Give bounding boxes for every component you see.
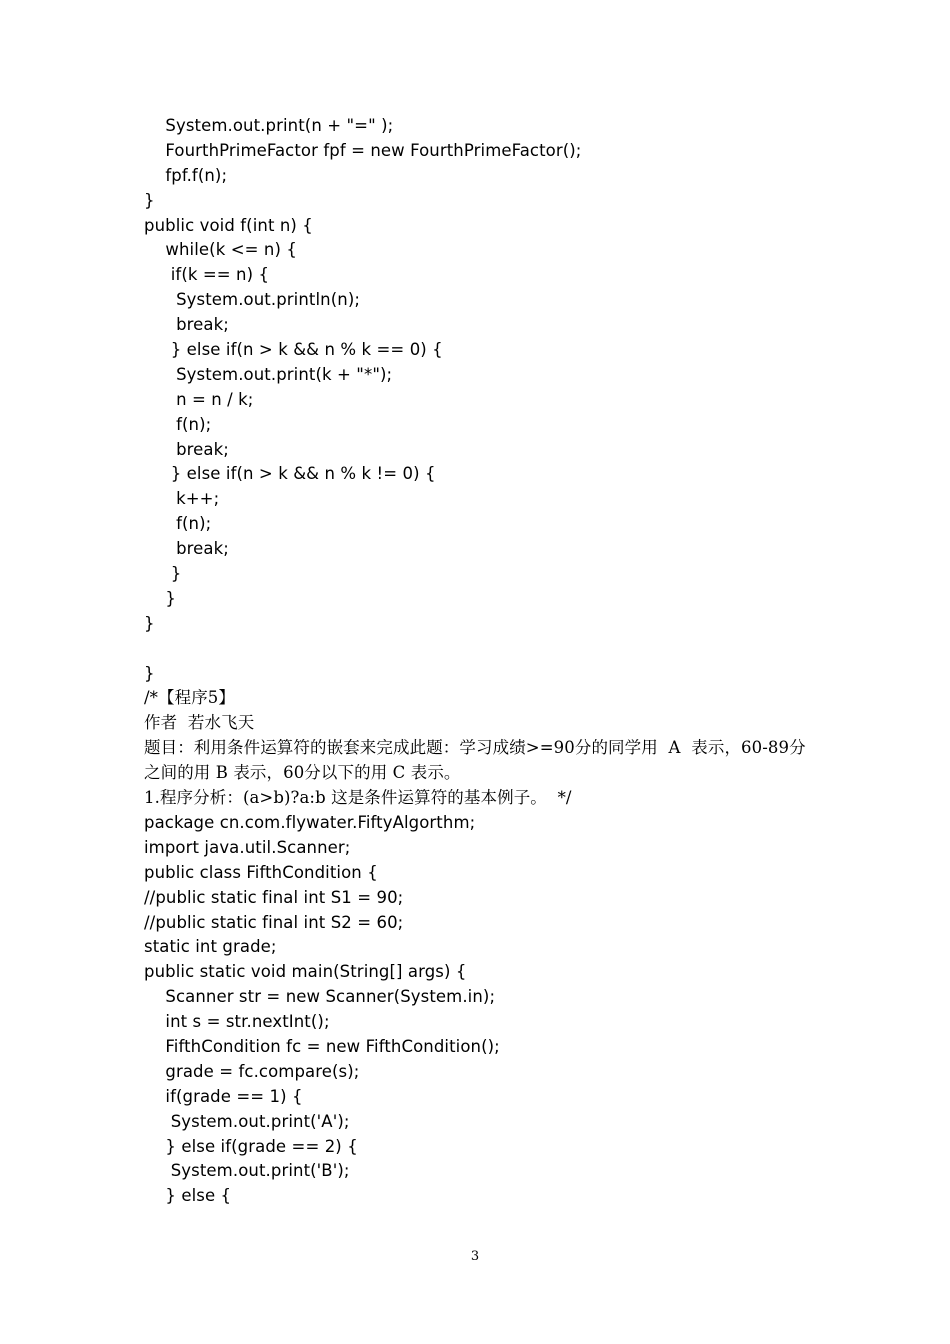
code-line: FifthCondition fc = new FifthCondition(); — [144, 1036, 500, 1056]
code-line: break; — [144, 315, 229, 335]
code-line: } else if(grade == 2) { — [144, 1136, 358, 1156]
author-line: 作者 若水飞天 — [144, 713, 255, 733]
code-line: while(k <= n) { — [144, 240, 297, 260]
code-line: //public static final int S2 = 60; — [144, 912, 404, 932]
code-line: grade = fc.compare(s); — [144, 1061, 360, 1081]
code-line: System.out.println(n); — [144, 290, 361, 310]
program-heading: /*【程序5】 — [144, 688, 236, 708]
code-line: } else if(n > k && n % k != 0) { — [144, 464, 436, 484]
code-line: break; — [144, 539, 229, 559]
code-line: int s = str.nextInt(); — [144, 1012, 330, 1032]
code-line: static int grade; — [144, 937, 277, 957]
code-line: k++; — [144, 489, 220, 509]
page-number: 3 — [470, 1249, 480, 1264]
code-line: package cn.com.flywater.FiftyAlgorthm; — [144, 812, 476, 832]
code-line: System.out.print('B'); — [144, 1161, 350, 1181]
code-line: n = n / k; — [144, 389, 254, 409]
program-analysis: 1.程序分析：(a>b)?a:b 这是条件运算符的基本例子。 */ — [144, 788, 572, 808]
code-line: System.out.print(k + "*"); — [144, 364, 393, 384]
code-line: fpf.f(n); — [144, 165, 228, 185]
document-body — [144, 114, 824, 1209]
code-line: import java.util.Scanner; — [144, 837, 351, 857]
problem-statement: 题目：利用条件运算符的嵌套来完成此题：学习成绩>=90分的同学用 A 表示，60-89分 — [144, 738, 806, 758]
code-line: public static void main(String[] args) { — [144, 962, 467, 982]
code-line: Scanner str = new Scanner(System.in); — [144, 987, 496, 1007]
code-line: f(n); — [144, 514, 212, 534]
code-line: f(n); — [144, 414, 212, 434]
code-line: //public static final int S1 = 90; — [144, 887, 404, 907]
code-line: } else if(n > k && n % k == 0) { — [144, 340, 443, 360]
code-line: public class FifthCondition { — [144, 862, 378, 882]
code-line: FourthPrimeFactor fpf = new FourthPrimeFactor(); — [144, 140, 582, 160]
code-line: public void f(int n) { — [144, 215, 313, 235]
code-line: } — [144, 613, 155, 633]
code-line: System.out.print('A'); — [144, 1111, 350, 1131]
blank-line — [144, 637, 824, 662]
code-line: break; — [144, 439, 229, 459]
code-line: } — [144, 663, 155, 683]
code-line: } — [144, 564, 182, 584]
problem-statement-cont: 之间的用 B 表示，60分以下的用 C 表示。 — [144, 763, 461, 783]
code-line: } else { — [144, 1186, 232, 1206]
code-line: } — [144, 190, 155, 210]
code-line: if(k == n) { — [144, 265, 270, 285]
code-line: System.out.print(n + "=" ); — [144, 116, 394, 135]
code-line: if(grade == 1) { — [144, 1086, 303, 1106]
code-line: } — [144, 588, 176, 608]
